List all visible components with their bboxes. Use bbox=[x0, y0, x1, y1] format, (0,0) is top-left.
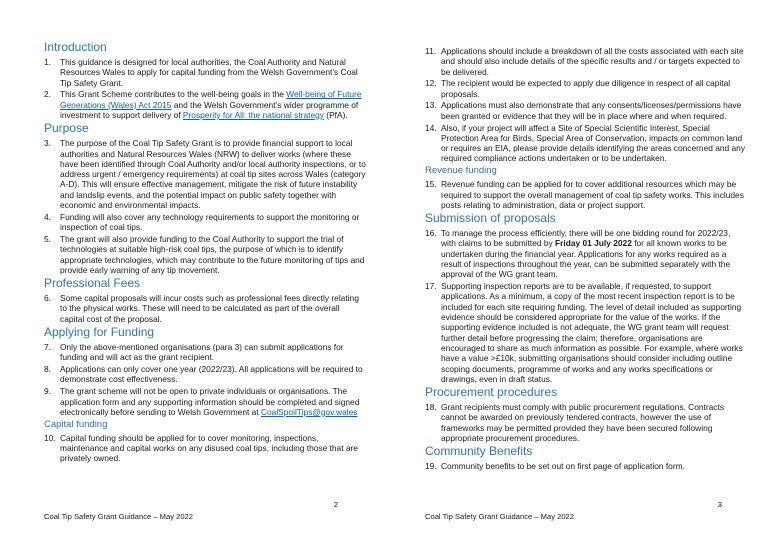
page-number: 3 bbox=[717, 500, 722, 509]
list-item-text bbox=[441, 123, 747, 164]
list-item bbox=[44, 138, 366, 210]
list-item bbox=[44, 89, 366, 120]
bold-text: Friday 01 July 2022 bbox=[555, 238, 632, 249]
list-item-text bbox=[60, 364, 366, 385]
text-run: Applications must also demonstrate that any consents/licenses/permissions have been granted or evidence that they will be in place where and when required. bbox=[441, 100, 742, 121]
list-item-number: 3. bbox=[44, 138, 51, 149]
list-item-number: 4. bbox=[44, 211, 51, 222]
section-heading: Applying for Funding bbox=[44, 325, 155, 340]
list-item-number: 16. bbox=[425, 228, 437, 239]
text-run: The recipient would be expected to apply due diligence in respect of all capital proposals. bbox=[441, 78, 731, 99]
text-run: Funding will also cover any technology requirements to support the monitoring or inspection of coal tips. bbox=[60, 211, 360, 233]
list-item-number: 12. bbox=[425, 78, 437, 89]
text-run: Some capital proposals will incur costs such as professional fees directly relating to the physical works. These will need to be calculated as part of the overall capital cost of the proposal. bbox=[60, 293, 359, 324]
list-item-number: 13. bbox=[425, 100, 437, 111]
list-item-text bbox=[441, 281, 747, 384]
list-item-text bbox=[441, 402, 747, 443]
list-item bbox=[44, 364, 366, 385]
list-item-text bbox=[60, 293, 366, 324]
list-item bbox=[44, 212, 366, 233]
text-run: Applications can only cover one year (2022/23). All applications will be required to demonstrate cost effectiveness. bbox=[60, 364, 363, 385]
list-item-number: 6. bbox=[44, 293, 51, 304]
section-heading: Procurement procedures bbox=[425, 385, 558, 400]
list-item-number: 17. bbox=[425, 281, 437, 292]
text-run: The grant will also provide funding to the Coal Authority to support the trial of technologies at suitable high-risk coal tips, the purpose of which is to identify appropriate technologies, which may contribute to the future monitoring of tips and provide early warning of any tip movement. bbox=[60, 233, 365, 275]
text-run: The grant scheme will not be open to private individuals or organisations. The application form and any supporting information should be completed and signed electronically before sending to Welsh Government at bbox=[60, 386, 360, 417]
section-heading: Revenue funding bbox=[425, 165, 497, 177]
text-run: Community benefits to be set out on first page of application form. bbox=[441, 461, 685, 472]
list-item-text bbox=[60, 386, 366, 417]
section-heading: Professional Fees bbox=[44, 276, 141, 291]
page-number: 2 bbox=[333, 500, 338, 509]
text-run: The purpose of the Coal Tip Safety Grant is to provide financial support to local authorities and Natural Resources Wales (NRW) to deliver works (where these have been identified through Coal Authority and/or local authority inspections, or to address urgent / emergency requirements) at coal tip sites across Wales (category A-D). This will ensure effective management, mitigate the risk of future instability and landslip events, and the potential impact on public safety together with economic and environmental impacts. bbox=[60, 138, 366, 211]
list-item bbox=[425, 228, 747, 279]
text-run: Grant recipients must comply with public procurement regulations. Contracts cannot be awarded on previously tendered contracts, however the use of frameworks may be permitted provided they have been secured following appropriate procurement procedures. bbox=[441, 402, 725, 443]
hyperlink[interactable]: Well-being of Future Generations (Wales) Act 2015 bbox=[60, 89, 362, 110]
list-item bbox=[425, 402, 747, 443]
section-heading: Community Benefits bbox=[425, 444, 533, 459]
list-item bbox=[44, 293, 366, 324]
section-heading: Purpose bbox=[44, 121, 89, 136]
section-heading: Submission of proposals bbox=[425, 211, 556, 226]
text-run: Applications should include a breakdown of all the costs associated with each site and should also include details of the specific results and / or targets expected to be delivered. bbox=[441, 46, 744, 77]
hyperlink[interactable]: CoalSpoilTips@gov.wales bbox=[260, 406, 358, 417]
text-run: Supporting inspection reports are to be available, if requested, to support applications. As a minimum, a copy of the most recent inspection report is to be included for each site requiring funding. The level of detail included as supporting evidence should be considered appropriate for the value of the works. If the supporting evidence included is not adequate, the WG grant team will request further detail before progressing the claim; therefore, organisations are encouraged to share as much information as possible. For example, where works have a value >£10k, submitting organisations should consider including outline scoping documents, programme of works and any works specifications or drawings, even in draft status. bbox=[441, 281, 743, 384]
page-content bbox=[44, 41, 366, 465]
text-run: This guidance is designed for local authorities, the Coal Authority and Natural Resources Wales to apply for capital funding from the Welsh Government’s Coal Tip Safety Grant. bbox=[60, 57, 358, 88]
list-item-number: 11. bbox=[425, 46, 437, 56]
list-item bbox=[44, 342, 366, 363]
section-heading: Introduction bbox=[44, 40, 107, 54]
list-item bbox=[425, 461, 747, 471]
list-item bbox=[425, 46, 747, 77]
list-item-number: 2. bbox=[44, 89, 51, 100]
list-item-number: 18. bbox=[425, 402, 437, 413]
list-item-number: 8. bbox=[44, 364, 51, 375]
page-footer: Coal Tip Safety Grant Guidance – May 2022 bbox=[44, 512, 194, 521]
list-item-text bbox=[60, 212, 366, 233]
list-item bbox=[425, 179, 747, 210]
list-item-number: 19. bbox=[425, 461, 437, 472]
text-run: Capital funding should be applied for to cover monitoring, inspections, maintenance and capital works on any disused coal tips, including those that are privately owned. bbox=[60, 432, 358, 464]
list-item bbox=[425, 123, 747, 164]
list-item-text bbox=[60, 138, 366, 210]
list-item bbox=[425, 100, 747, 121]
list-item-text bbox=[60, 342, 366, 363]
page-footer: Coal Tip Safety Grant Guidance – May 2022 bbox=[425, 512, 575, 521]
list-item-text bbox=[60, 234, 366, 275]
text-run: Revenue funding can be applied for to cover additional resources which may be required to support the overall management of coal tip safety works. This includes posts relating to administration, data or project support. bbox=[441, 179, 744, 210]
section-heading: Capital funding bbox=[44, 418, 108, 430]
list-item-number: 7. bbox=[44, 342, 51, 353]
text-run: and the Welsh Government’s wider programme of investment to support delivery of bbox=[60, 99, 359, 120]
text-run: Also, if your project will affect a Site of Special Scientific Interest, Special Protection Area for Birds, Special Area of Conservation, impacts on common land or requires an EIA, please provide details identifying the areas concerned and any required compliance actions undertaken or to be undertaken. bbox=[441, 122, 746, 164]
list-item-number: 15. bbox=[425, 179, 437, 190]
list-item bbox=[44, 57, 366, 88]
list-item-text bbox=[60, 57, 366, 88]
list-item bbox=[425, 78, 747, 99]
list-item-number: 9. bbox=[44, 386, 51, 397]
list-item-number: 10. bbox=[44, 432, 56, 443]
list-item bbox=[44, 386, 366, 417]
list-item-text bbox=[60, 89, 366, 120]
list-item-text bbox=[441, 179, 747, 210]
list-item-number: 5. bbox=[44, 233, 51, 244]
page-3 bbox=[384, 0, 768, 543]
text-run: Only the above-mentioned organisations (para 3) can submit applications for funding and will act as the grant recipient. bbox=[60, 342, 344, 363]
page-content bbox=[425, 46, 747, 473]
list-item-text bbox=[441, 78, 747, 99]
list-item-number: 14. bbox=[425, 122, 437, 133]
hyperlink[interactable]: Prosperity for All: the national strategy bbox=[182, 109, 324, 120]
list-item bbox=[425, 281, 747, 384]
list-item-text bbox=[441, 46, 747, 77]
text-run: This Grant Scheme contributes to the well-being goals in the bbox=[60, 89, 287, 100]
list-item-text bbox=[441, 100, 747, 121]
text-run: for all known works to be undertaken during the financial year. Applications for any works required as a result of inspections throughout the year, can be submitted separately with the approval of the WG grant team. bbox=[441, 238, 731, 280]
list-item-text bbox=[441, 461, 747, 471]
list-item-number: 1. bbox=[44, 57, 51, 67]
text-run: To manage the process efficiently, there will be one bidding round for 2022/23, with claims to be submitted by bbox=[441, 228, 731, 249]
list-item-text bbox=[441, 228, 747, 279]
list-item-text bbox=[60, 433, 366, 464]
list-item bbox=[44, 234, 366, 275]
text-run: (PfA). bbox=[323, 109, 348, 120]
list-item bbox=[44, 433, 366, 464]
